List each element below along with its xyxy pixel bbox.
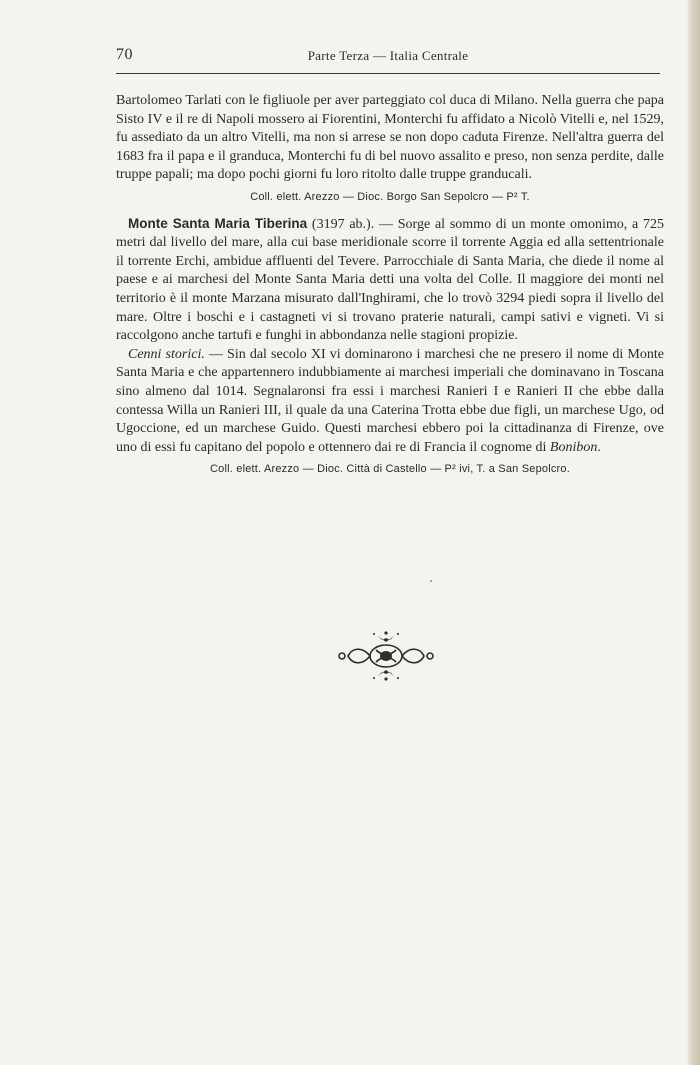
- speck: [430, 580, 432, 582]
- header-rule: [116, 73, 660, 74]
- cenni-paragraph: [116, 346, 664, 458]
- entry-paragraph: [116, 215, 664, 346]
- entry-title: Monte Santa Maria Tiberina: [128, 215, 308, 231]
- page-header: [116, 46, 660, 68]
- fleuron-ornament-icon: [336, 628, 436, 684]
- reference-line-2: Coll. elett. Arezzo — Dioc. Città di Castello — P² ivi, T. a San Sepolcro.: [209, 463, 570, 476]
- entry-text: (3197 ab.). — Sorge al sommo di un monte omonimo, a 725 metri dal livello del mare, alla cui base meridionale scorre il torrente Aggia ed alla settentrionale il torrente Erchi, ambidue affluenti del Tevere. Parrocchiale di Santa Maria, che diede il nome al paese e ai marchesi del Monte Santa Maria detti una volta del Colle. Il maggiore dei monti nel territorio è il monte Marzana misurato dall'Inghirami, che lo trovò 3294 piedi sopra il livello del mare. Oltre i boschi e i castagneti vi si trovano praterie naturali, campi sativi e vigneti. Vi si raccolgono anche tartufi e funghi in abbondanza nelle stagioni propizie.: [116, 216, 664, 344]
- running-head: Parte Terza — Italia Centrale: [307, 48, 469, 63]
- page-number: 70: [116, 46, 133, 63]
- reference-line-1: Coll. elett. Arezzo — Dioc. Borgo San Sepolcro — P² T.: [250, 190, 530, 203]
- cenni-label: Cenni storici.: [128, 346, 205, 362]
- paragraph-continuation: Bartolomeo Tarlati con le figliuole per aver parteggiato col duca di Milano. Nella guerra che papa Sisto IV e il re di Napoli mossero ai Fiorentini, Monterchi fu affidato a Nicolò Vitelli e, nel 1529, fu assediato da un altro Vitelli, ma non si arrese se non dopo caduta Firenze. Nell'altra guerra del 1683 fra il papa e il granduca, Monterchi fu di bel nuovo assalito e preso, non senza perdite, dalle truppe papali; ma dopo pochi giorni fu loro ritolto dalle truppe granducali.: [116, 93, 664, 183]
- cenni-text: — Sin dal secolo XI vi dominarono i marchesi che ne presero il nome di Monte Santa Maria e che appartennero indubbiamente ai marchesi imperiali che dominavano in Toscana sino almeno dal 1014. Segnalaronsi fra essi i marchesi Ranieri I e Ranieri II che ebbe dalla contessa Willa un Ranieri III, il quale da una Caterina Trotta ebbe due figli, un marchese Ugo, od Ugoccione, ed un marchese Guido. Questi marchesi ebbero poi la cittadinanza di Firenze, ove uno di essi fu capitano del popolo e ottennero dai re di Francia il cognome di: [116, 346, 664, 455]
- cenni-surname: Bonibon: [549, 439, 598, 455]
- body-text: [116, 92, 664, 487]
- page-edge-shadow: [686, 0, 700, 1065]
- cenni-end: .: [597, 439, 601, 455]
